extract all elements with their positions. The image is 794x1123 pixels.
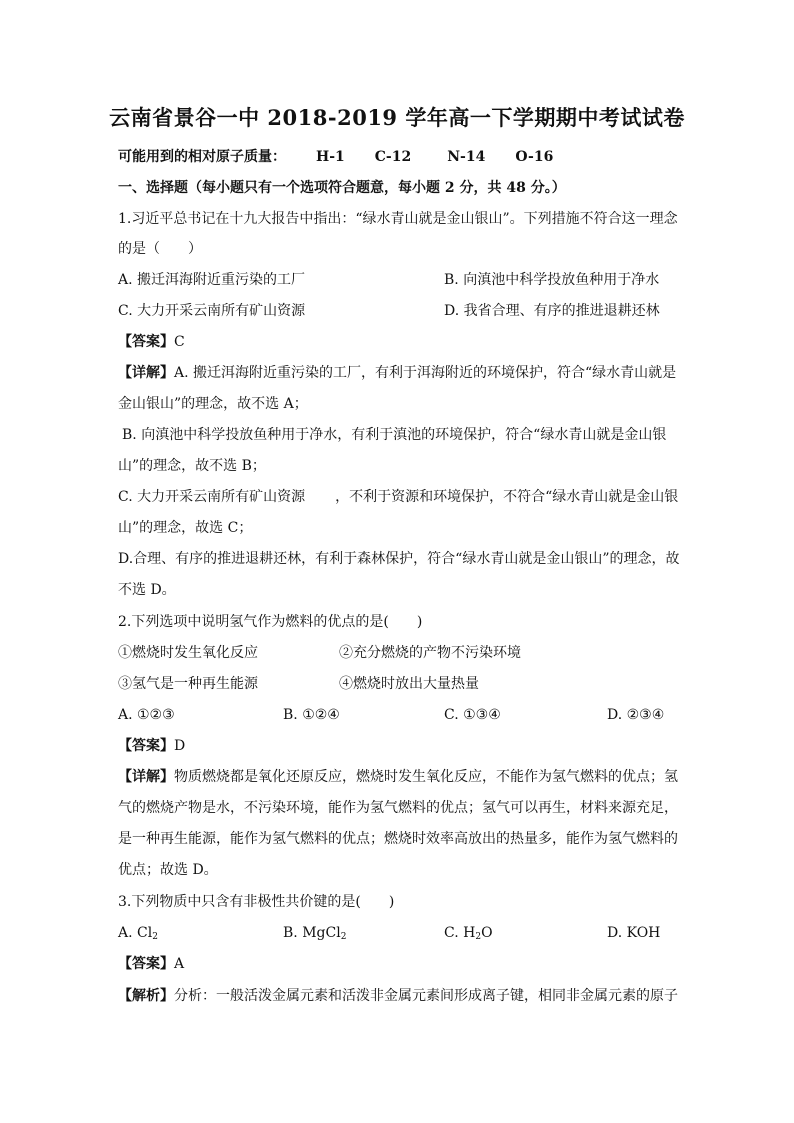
q2-option-b: B. ①②④ xyxy=(283,707,340,723)
q3-option-a-text: A. Cl xyxy=(118,925,153,941)
q2-detail-line2: 气的燃烧产物是水，不污染环境，能作为氢气燃料的优点；氢气可以再生，材料来源充足， xyxy=(118,800,678,816)
analysis-tag: 【解析】 xyxy=(118,988,174,1004)
q1-detail-line3: B. 向滇池中科学投放鱼种用于净水，有利于滇池的环境保护，符合“绿水青山就是金山银 xyxy=(122,427,667,443)
q2-option-c: C. ①③④ xyxy=(444,707,501,723)
answer-tag: 【答案】 xyxy=(118,956,174,972)
q2-answer xyxy=(118,737,185,755)
subscript: 2 xyxy=(475,932,482,942)
mass-h: H-1 xyxy=(316,149,345,165)
atomic-masses-label: 可能用到的相对原子质量： xyxy=(118,149,286,165)
q3-option-c-tail: O xyxy=(481,925,493,941)
q1-detail-line7: D.合理、有序的推进退耕还林，有利于森林保护，符合“绿水青山就是金山银山”的理念，故 xyxy=(118,551,680,567)
section-heading: 一、选择题（每小题只有一个选项符合题意，每小题 2 分，共 48 分。） xyxy=(118,180,566,196)
q1-detail-line1 xyxy=(118,364,676,382)
q1-detail-line6: 山”的理念，故选 C； xyxy=(118,520,253,536)
q2-detail-text1: 物质燃烧都是氧化还原反应，燃烧时发生氧化反应，不能作为氢气燃料的优点；氢 xyxy=(174,769,678,785)
q3-answer xyxy=(118,955,184,973)
mass-o: O-16 xyxy=(515,149,554,165)
q3-option-c-text: C. H xyxy=(444,925,476,941)
q1-detail-text5a: C. 大力开采云南所有矿山资源 xyxy=(118,489,306,505)
q2-statement-3: ③氢气是一种再生能源 xyxy=(118,676,258,692)
subscript: 2 xyxy=(152,932,158,942)
q2-detail-line1 xyxy=(118,768,678,786)
answer-value: D xyxy=(174,738,186,754)
q3-stem: 3.下列物质中只含有非极性共价键的是( ) xyxy=(118,894,395,910)
q1-option-b: B. 向滇池中科学投放鱼种用于净水 xyxy=(444,272,660,288)
q3-option-d: D. KOH xyxy=(607,925,661,941)
q2-statement-4: ④燃烧时放出大量热量 xyxy=(339,676,479,692)
q1-detail-text1: A. 搬迁洱海附近重污染的工厂，有利于洱海附近的环境保护，符合“绿水青山就是 xyxy=(174,365,677,381)
q1-option-c: C. 大力开采云南所有矿山资源 xyxy=(118,303,306,319)
q1-detail-text5b: ，不利于资源和环境保护，不符合“绿水青山就是金山银 xyxy=(335,489,679,505)
q1-stem-line2: 的是（ ） xyxy=(118,241,202,257)
q1-option-d: D. 我省合理、有序的推进退耕还林 xyxy=(444,303,660,319)
page-title: 云南省景谷一中 2018-2019 学年高一下学期期中考试试卷 xyxy=(109,105,685,130)
q2-option-d: D. ②③④ xyxy=(607,707,665,723)
q2-statement-1: ①燃烧时发生氧化反应 xyxy=(118,645,258,661)
q1-detail-line4: 山”的理念，故不选 B； xyxy=(118,458,266,474)
detail-tag: 【详解】 xyxy=(118,769,174,785)
q3-analysis-line1 xyxy=(118,987,678,1005)
atomic-masses-line xyxy=(118,148,553,166)
answer-tag: 【答案】 xyxy=(118,334,174,350)
q1-detail-line8: 不选 D。 xyxy=(118,582,176,598)
mass-c: C-12 xyxy=(374,149,412,165)
q2-statement-2: ②充分燃烧的产物不污染环境 xyxy=(339,645,521,661)
q3-option-b-text: B. MgCl xyxy=(283,925,341,941)
answer-value: C xyxy=(174,334,185,350)
q1-option-a: A. 搬迁洱海附近重污染的工厂 xyxy=(118,272,306,288)
q2-option-a: A. ①②③ xyxy=(118,707,175,723)
q1-stem-line1: 1.习近平总书记在十九大报告中指出：“绿水青山就是金山银山”。下列措施不符合这一理念 xyxy=(118,211,678,227)
q3-option-a xyxy=(118,924,158,942)
q1-detail-line5 xyxy=(118,488,678,506)
q3-analysis-text1: 分析：一般活泼金属元素和活泼非金属元素间形成离子键，相同非金属元素的原子 xyxy=(174,988,678,1004)
q3-option-c xyxy=(444,924,493,942)
answer-value: A xyxy=(174,956,185,972)
detail-tag: 【详解】 xyxy=(118,365,174,381)
q1-detail-line2: 金山银山”的理念，故不选 A； xyxy=(118,396,308,412)
q2-detail-line3: 是一种再生能源，能作为氢气燃料的优点；燃烧时效率高放出的热量多，能作为氢气燃料的 xyxy=(118,831,678,847)
q2-stem: 2.下列选项中说明氢气作为燃料的优点的是( ) xyxy=(118,614,423,630)
q2-detail-line4: 优点；故选 D。 xyxy=(118,862,218,878)
subscript: 2 xyxy=(340,932,347,942)
mass-n: N-14 xyxy=(447,149,486,165)
answer-tag: 【答案】 xyxy=(118,738,174,754)
q1-answer xyxy=(118,333,185,351)
q3-option-b xyxy=(283,924,346,942)
